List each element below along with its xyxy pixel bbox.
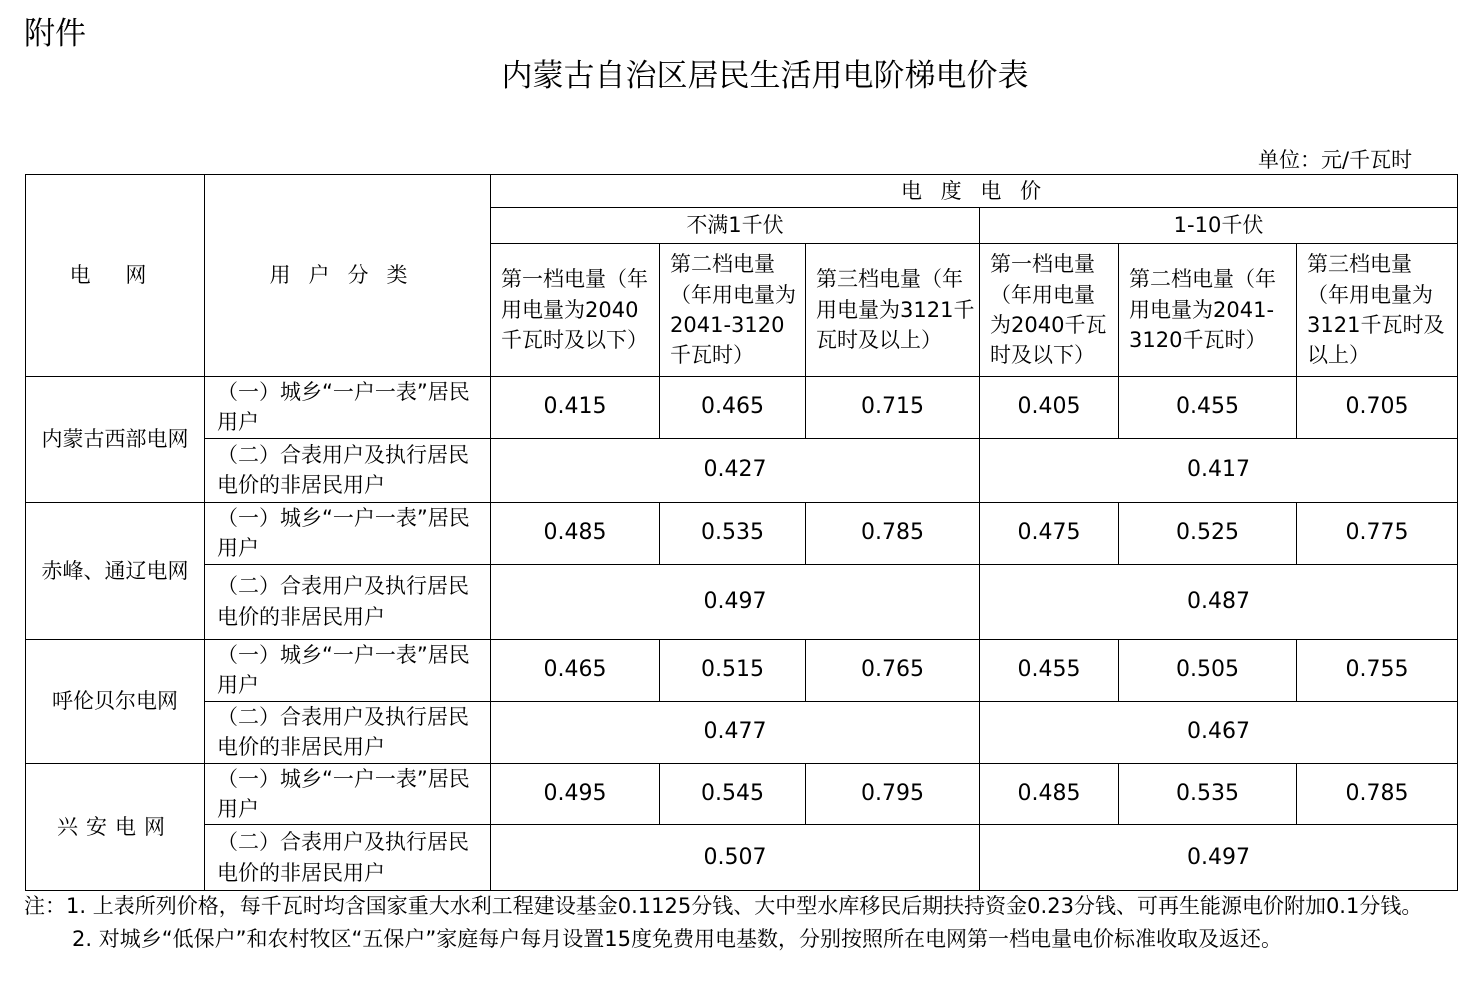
category-combined: （二）合表用户及执行居民电价的非居民用户: [205, 564, 491, 639]
attachment-label: 附件: [24, 16, 86, 52]
category-residential: （一）城乡“一户一表”居民用户: [205, 763, 491, 825]
table-row: [26, 438, 1458, 502]
header-category: 用户分类: [205, 175, 491, 377]
note-1: 注：1. 上表所列价格，每千瓦时均含国家重大水利工程建设基金0.1125分钱、大中型水库移民后期扶持资金0.23分钱、可再生能源电价附加0.1分钱。: [24, 894, 1423, 918]
category-residential: （一）城乡“一户一表”居民用户: [205, 377, 491, 439]
price-cell: 0.477: [491, 701, 980, 763]
header-tier-2-high: 第二档电量（年用电量为2041-3120千瓦时）: [1119, 244, 1297, 377]
tariff-table: [25, 174, 1458, 891]
category-combined: （二）合表用户及执行居民电价的非居民用户: [205, 825, 491, 891]
category-combined: （二）合表用户及执行居民电价的非居民用户: [205, 438, 491, 502]
price-cell: 0.495: [491, 763, 660, 825]
price-cell: 0.507: [491, 825, 980, 891]
price-cell: 0.505: [1119, 639, 1297, 701]
grid-name: 内蒙古西部电网: [26, 377, 205, 503]
price-cell: 0.465: [660, 377, 806, 439]
page-title: 内蒙古自治区居民生活用电阶梯电价表: [501, 58, 1029, 94]
header-tier-3-high: 第三档电量（年用电量为3121千瓦时及以上）: [1297, 244, 1458, 377]
price-cell: 0.705: [1297, 377, 1458, 439]
table-row: [26, 377, 1458, 439]
grid-name: 赤峰、通辽电网: [26, 502, 205, 639]
grid-name: 兴安电网: [26, 763, 205, 891]
header-grid: 电 网: [26, 175, 205, 377]
price-cell: 0.785: [1297, 763, 1458, 825]
price-cell: 0.455: [1119, 377, 1297, 439]
price-cell: 0.795: [806, 763, 980, 825]
price-cell: 0.785: [806, 502, 980, 564]
price-cell: 0.515: [660, 639, 806, 701]
price-cell: 0.485: [980, 763, 1119, 825]
header-tier-1-low: 第一档电量（年用电量为2040千瓦时及以下）: [491, 244, 660, 377]
price-cell: 0.497: [491, 564, 980, 639]
table-row: [26, 825, 1458, 891]
price-cell: 0.525: [1119, 502, 1297, 564]
price-cell: 0.497: [980, 825, 1458, 891]
price-cell: 0.405: [980, 377, 1119, 439]
price-cell: 0.455: [980, 639, 1119, 701]
price-cell: 0.765: [806, 639, 980, 701]
header-tier-3-low: 第三档电量（年用电量为3121千瓦时及以上）: [806, 244, 980, 377]
unit-label: 单位：元/千瓦时: [1258, 148, 1413, 172]
price-cell: 0.417: [980, 438, 1458, 502]
price-cell: 0.487: [980, 564, 1458, 639]
price-cell: 0.715: [806, 377, 980, 439]
header-tier-1-high: 第一档电量（年用电量为2040千瓦时及以下）: [980, 244, 1119, 377]
price-cell: 0.755: [1297, 639, 1458, 701]
table-row: [26, 763, 1458, 825]
table-row: [26, 502, 1458, 564]
price-cell: 0.415: [491, 377, 660, 439]
table-row: [26, 701, 1458, 763]
price-cell: 0.485: [491, 502, 660, 564]
note-2: 2. 对城乡“低保户”和农村牧区“五保户”家庭每户每月设置15度免费用电基数，分别按照所在电网第一档电量电价标准收取及返还。: [72, 926, 1282, 951]
header-voltage-low: 不满1千伏: [491, 208, 980, 244]
table-row: [26, 564, 1458, 639]
price-cell: 0.427: [491, 438, 980, 502]
header-voltage-high: 1-10千伏: [980, 208, 1458, 244]
price-cell: 0.775: [1297, 502, 1458, 564]
notes: [24, 890, 1464, 955]
category-residential: （一）城乡“一户一表”居民用户: [205, 502, 491, 564]
header-price: 电 度 电 价: [491, 175, 1458, 208]
header-tier-2-low: 第二档电量（年用电量为2041-3120千瓦时）: [660, 244, 806, 377]
price-cell: 0.465: [491, 639, 660, 701]
table-row: [26, 639, 1458, 701]
price-cell: 0.467: [980, 701, 1458, 763]
category-residential: （一）城乡“一户一表”居民用户: [205, 639, 491, 701]
price-cell: 0.545: [660, 763, 806, 825]
price-cell: 0.535: [1119, 763, 1297, 825]
price-cell: 0.535: [660, 502, 806, 564]
grid-name: 呼伦贝尔电网: [26, 639, 205, 763]
price-cell: 0.475: [980, 502, 1119, 564]
category-combined: （二）合表用户及执行居民电价的非居民用户: [205, 701, 491, 763]
